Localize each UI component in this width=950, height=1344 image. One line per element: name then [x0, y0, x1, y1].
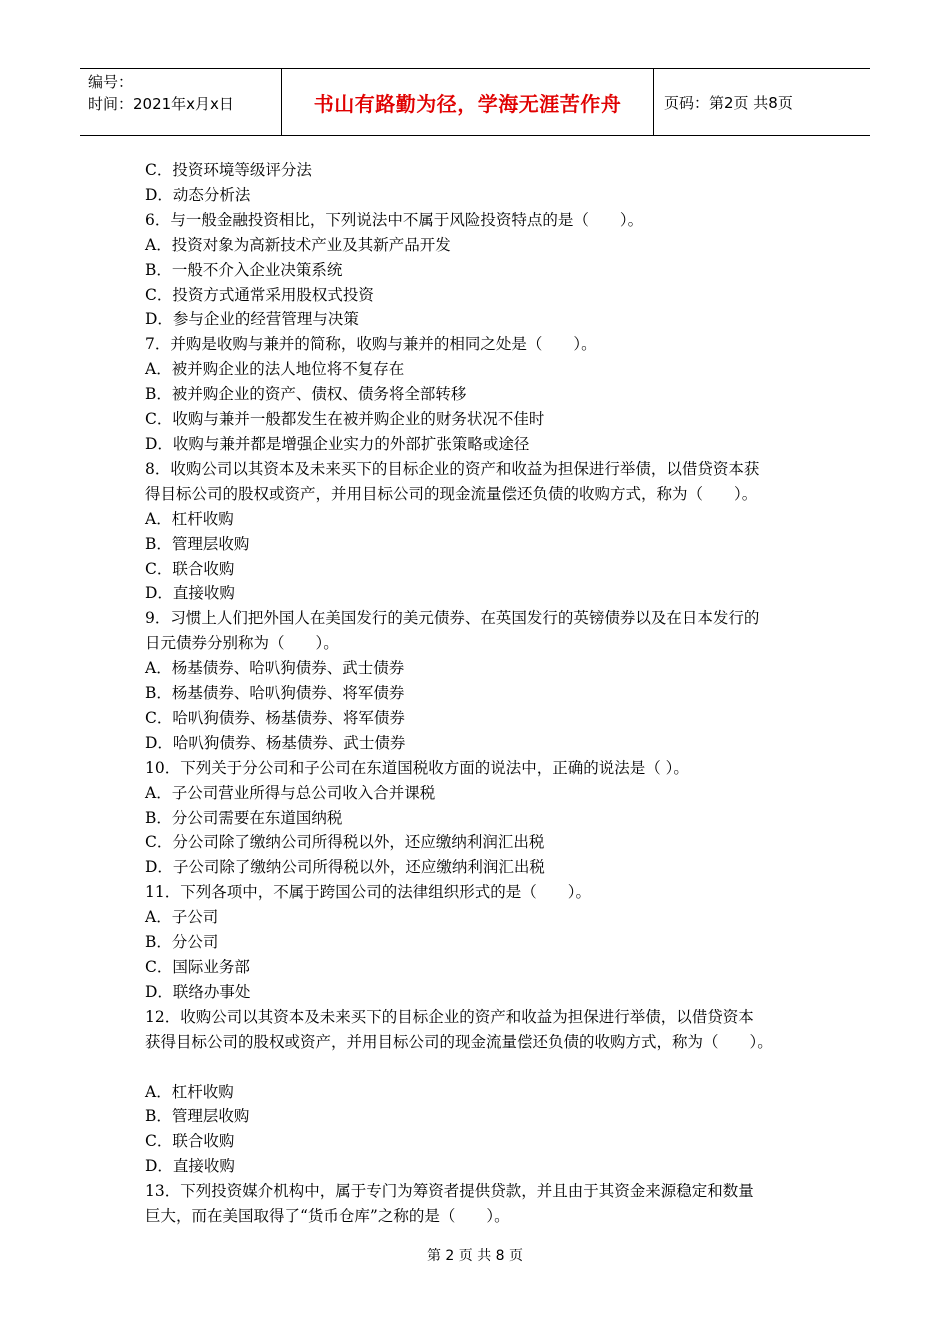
motto: 书山有路勤为径，学海无涯苦作舟	[282, 69, 654, 135]
text-line: A．子公司营业所得与总公司收入合并课税	[145, 783, 436, 802]
text-line: 13．下列投资媒介机构中，属于专门为筹资者提供贷款，并且由于其资金来源稳定和数量	[145, 1182, 754, 1201]
text-line: B．管理层收购	[145, 534, 250, 553]
text-line: 9．习惯上人们把外国人在美国发行的美元债券、在英国发行的英镑债券以及在日本发行的	[145, 609, 760, 628]
text-line: B．分公司	[145, 933, 219, 952]
text-line: C．国际业务部	[145, 958, 250, 976]
text-line: 6．与一般金融投资相比，下列说法中不属于风险投资特点的是（ ）。	[145, 210, 644, 229]
page-info: 页码：第2页 共8页	[664, 93, 793, 112]
text-line: C．投资方式通常采用股权式投资	[145, 285, 374, 304]
page-footer: 第 2 页 共 8 页	[426, 1248, 524, 1264]
text-line: B．杨基债券、哈叭狗债券、将军债券	[145, 684, 405, 703]
document-body	[145, 158, 815, 1229]
text-line: B．一般不介入企业决策系统	[145, 260, 343, 279]
text-line: A．杨基债券、哈叭狗债券、武士债券	[145, 659, 405, 678]
text-line: A．投资对象为高新技术产业及其新产品开发	[145, 235, 451, 254]
text-line: 日元债券分别称为（ ）。	[145, 634, 339, 653]
text-line: 12．收购公司以其资本及未来买下的目标企业的资产和收益为担保进行举债，以借贷资本	[145, 1007, 754, 1026]
text-line: D．收购与兼并都是增强企业实力的外部扩张策略或途径	[145, 434, 530, 453]
text-line: 8．收购公司以其资本及未来买下的目标企业的资产和收益为担保进行举债，以借贷资本获	[145, 459, 760, 478]
blank-line	[145, 1055, 815, 1080]
text-line: 11．下列各项中，不属于跨国公司的法律组织形式的是（ ）。	[145, 883, 591, 902]
text-line: 10．下列关于分公司和子公司在东道国税收方面的说法中，正确的说法是（ ）。	[145, 758, 689, 777]
text-line: D．哈叭狗债券、杨基债券、武士债券	[145, 733, 406, 752]
text-line: D．参与企业的经营管理与决策	[145, 310, 359, 329]
text-line: C．联合收购	[145, 559, 235, 578]
text-line: A．被并购企业的法人地位将不复存在	[145, 360, 405, 379]
text-line: 巨大，而在美国取得了“货币仓库”之称的是（ ）。	[145, 1207, 510, 1226]
text-line: B．管理层收购	[145, 1107, 250, 1126]
text-line: A．杠杆收购	[145, 1082, 234, 1101]
text-line: D．直接收购	[145, 1157, 235, 1176]
page-header	[80, 68, 870, 136]
header-meta	[80, 69, 282, 135]
text-line: D．子公司除了缴纳公司所得税以外，还应缴纳利润汇出税	[145, 858, 545, 877]
number-label: 编号：	[88, 73, 134, 91]
text-line: B．被并购企业的资产、债权、债务将全部转移	[145, 385, 467, 404]
text-line: C．哈叭狗债券、杨基债券、将军债券	[145, 708, 405, 727]
text-line: 7．并购是收购与兼并的简称，收购与兼并的相同之处是（ ）。	[145, 335, 597, 354]
text-line: 得目标公司的股权或资产，并用目标公司的现金流量偿还负债的收购方式，称为（ ）。	[145, 484, 758, 503]
text-line: C．收购与兼并一般都发生在被并购企业的财务状况不佳时	[145, 410, 545, 429]
text-line: C．分公司除了缴纳公司所得税以外，还应缴纳利润汇出税	[145, 833, 545, 852]
text-line: C．联合收购	[145, 1132, 235, 1151]
text-line: D．动态分析法	[145, 185, 251, 204]
time-label: 时间：2021年x月x日	[88, 95, 234, 113]
text-line: C．投资环境等级评分法	[145, 161, 312, 179]
text-line: A．杠杆收购	[145, 509, 234, 528]
text-line: D．直接收购	[145, 584, 235, 603]
text-line: 获得目标公司的股权或资产，并用目标公司的现金流量偿还负债的收购方式，称为（ ）。	[145, 1032, 773, 1051]
text-line: D．联络办事处	[145, 982, 251, 1001]
text-line: A．子公司	[145, 908, 219, 927]
text-line: B．分公司需要在东道国纳税	[145, 808, 343, 827]
